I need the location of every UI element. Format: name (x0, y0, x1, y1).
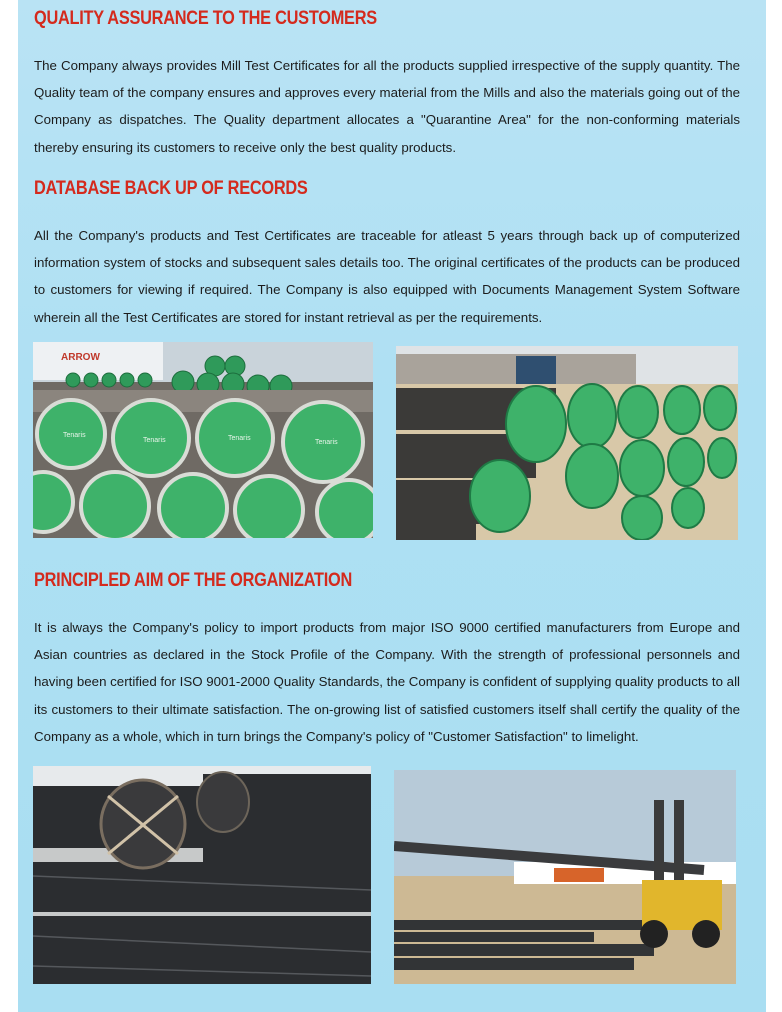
photo-large-black-pipes (33, 766, 371, 984)
section-heading-principled-aim: PRINCIPLED AIM OF THE ORGANIZATION (34, 570, 353, 591)
warehouse-sign-text: ARROW (61, 352, 100, 363)
pipe-brand-label-3: Tenaris (228, 435, 251, 442)
section-body-database: All the Company's products and Test Certificates are traceable for atleast 5 years through back up of computerized information system of stocks and subsequent sales details too. The original certificates of the products can be produced to customers for viewing if required. The Company is also equipped with Documents Management System Software wherein all the Test Certificates are stored for instant retrieval as per the requirements. (34, 228, 740, 325)
section-heading-quality: QUALITY ASSURANCE TO THE CUSTOMERS (34, 8, 377, 29)
section-body-principled-aim: It is always the Company's policy to import products from major ISO 9000 certified manufacturers from Europe and Asian countries as declared in the Stock Profile of the Company. With the strength of professional personnels and having been certified for ISO 9001-2000 Quality Standards, the Company is confident of supplying quality products to all its customers to their ultimate satisfaction. The on-growing list of satisfied customers itself shall certify the quality of the Company as a whole, which in turn brings the Company's policy of "Customer Satisfaction" to limelight. (34, 620, 740, 744)
section-heading-database: DATABASE BACK UP OF RECORDS (34, 178, 308, 199)
pipes-side-illustration (396, 346, 738, 540)
photo-green-capped-pipes-stack (33, 342, 373, 538)
pipe-brand-label-2: Tenaris (143, 437, 166, 444)
section-body-quality: The Company always provides Mill Test Certificates for all the products supplied irrespective of the supply quantity. The Quality team of the company ensures and approves every material from the Mills and also the materials going out of the Company as dispatches. The Quality department allocates a "Quarantine Area" for the non-conforming materials thereby ensuring its customers to receive only the best quality products. (34, 58, 740, 155)
black-pipes-illustration (33, 766, 371, 984)
pipes-illustration (33, 342, 373, 538)
forklift-illustration (394, 770, 736, 984)
photo-pipes-side-view (396, 346, 738, 540)
document-page (18, 0, 766, 1012)
pipe-brand-label-4: Tenaris (315, 439, 338, 446)
photo-forklift-pipes (394, 770, 736, 984)
pipe-brand-label-1: Tenaris (63, 432, 86, 439)
